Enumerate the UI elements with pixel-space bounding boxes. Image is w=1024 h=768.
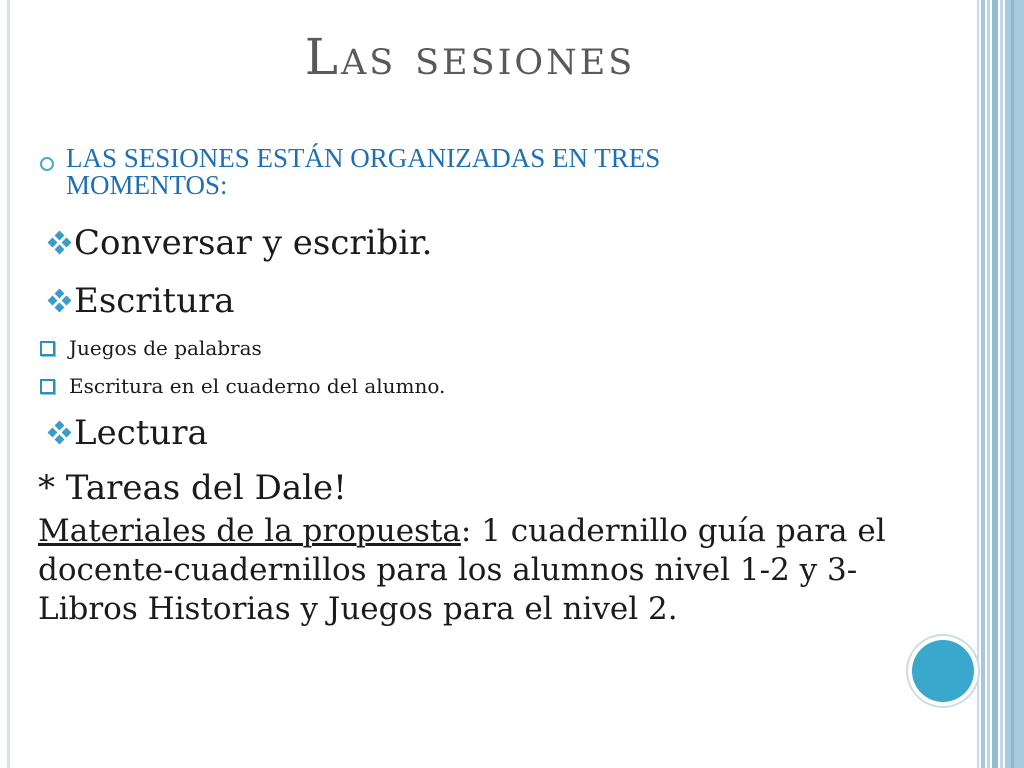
item-lectura: Lectura — [74, 413, 208, 453]
diamond-bullet-icon — [48, 422, 70, 444]
item-tareas: * Tareas del Dale! — [38, 468, 347, 508]
sub-item-cuaderno: Escritura en el cuaderno del alumno. — [69, 374, 446, 398]
list-item — [30, 213, 910, 273]
sub-list-item — [30, 329, 910, 367]
decorative-stripe — [987, 0, 990, 768]
decorative-stripe — [1000, 0, 1003, 768]
decorative-stripe — [992, 0, 998, 768]
list-item — [30, 273, 910, 329]
decorative-stripe — [1005, 0, 1024, 768]
square-bullet-icon — [40, 379, 55, 394]
square-bullet-icon — [40, 341, 55, 356]
decorative-circle — [912, 640, 974, 702]
decorative-stripe — [1011, 0, 1014, 768]
item-conversar: Conversar y escribir. — [74, 223, 433, 263]
circle-bullet-icon — [40, 157, 54, 171]
materials-text: : 1 cuadernillo guía para el docente-cuadernillos para los alumnos nivel 1-2 y 3-Libros Historias y Juegos para el nivel 2. — [38, 513, 886, 627]
slide-title: Las sesiones — [304, 28, 636, 86]
intro-bullet — [30, 145, 910, 199]
frame-line — [7, 0, 10, 768]
list-item — [38, 461, 910, 515]
diamond-bullet-icon — [48, 290, 70, 312]
sub-list-item — [30, 367, 910, 405]
slide-content — [30, 145, 910, 515]
item-escritura: Escritura — [74, 281, 235, 321]
list-item — [30, 405, 910, 461]
materials-paragraph — [38, 512, 908, 629]
intro-line-1: LAS SESIONES ESTÁN ORGANIZADAS EN TRES — [66, 143, 661, 173]
materials-label: Materiales de la propuesta — [38, 513, 461, 549]
decorative-stripe — [977, 0, 979, 768]
diamond-bullet-icon — [48, 232, 70, 254]
intro-text — [66, 145, 660, 199]
sub-item-juegos: Juegos de palabras — [69, 336, 262, 360]
intro-line-2: MOMENTOS: — [66, 170, 228, 200]
decorative-stripe — [981, 0, 985, 768]
